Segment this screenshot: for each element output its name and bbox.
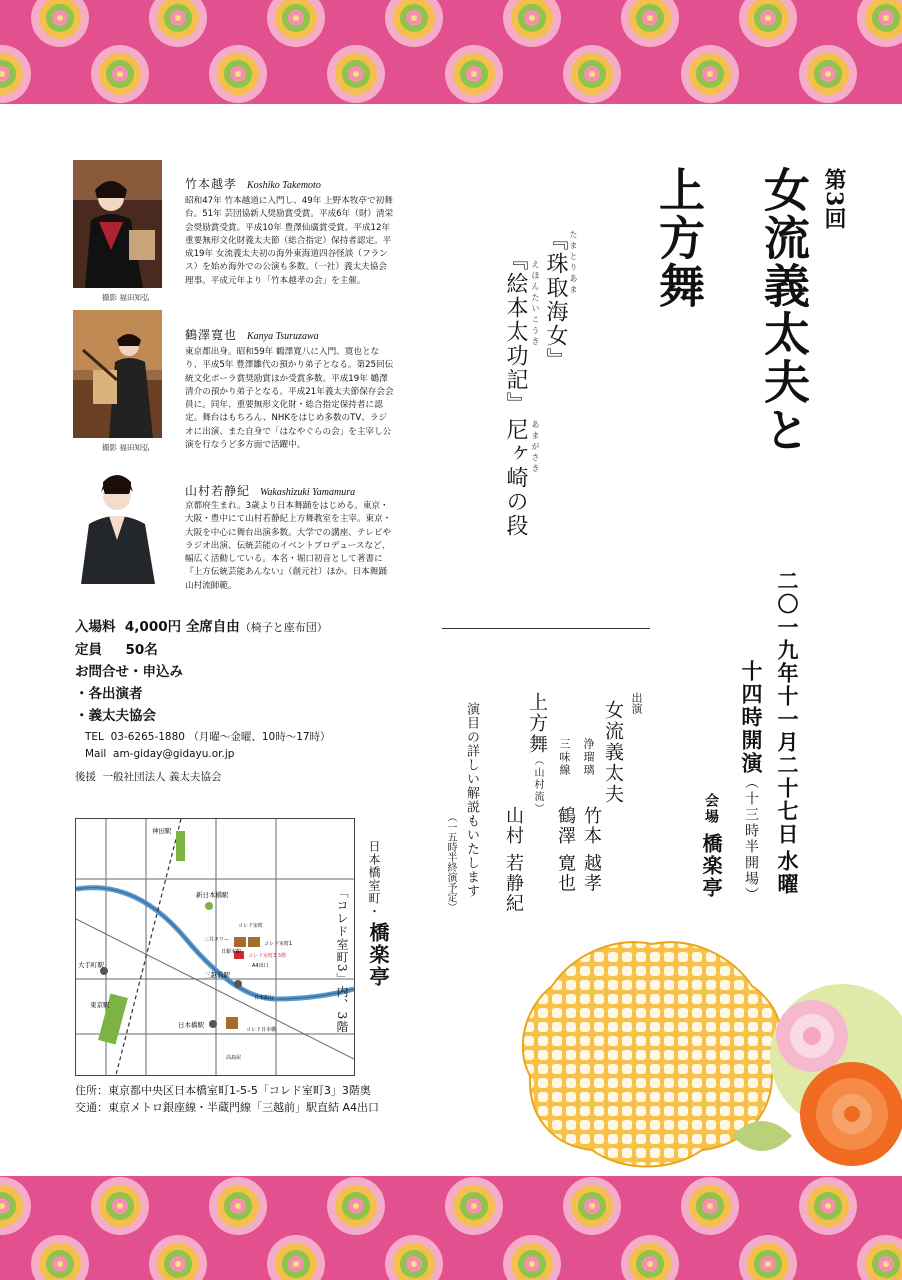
bottom-pattern-band (0, 1176, 902, 1280)
pink-chrysanthemum-icon (776, 1000, 848, 1072)
program2-ruby: えほんたいこうき (531, 260, 540, 348)
event-date-text: 二〇一九年十一月二十七日 (775, 570, 800, 846)
performer3-bio: 京都府生まれ。3歳より日本舞踊をはじめる。東京・大阪・豊中にて山村若静紀上方舞教室を主宰。東京・大阪を中心に舞台出演多数。大学での講座、テレビやラジオ出演、伝統芸能のイベントプロデュースなど、幅広く活動している。本名・堀口初音として著書に『上方伝統芸能あんない』（創元社）ほか。日本舞踊山村流師範。 (185, 501, 392, 591)
mail-row (75, 747, 331, 761)
cast-role1: 浄瑠璃 (582, 738, 595, 777)
contact-label: お問合せ・申込み (75, 664, 183, 680)
map-label-mitsui: 三井タワー (204, 937, 230, 943)
support-label: 後援 (75, 771, 96, 783)
mail-address[interactable]: am-giday@gidayu.or.jp (113, 748, 235, 760)
map-label-boj: 日本銀行 (254, 995, 275, 1001)
top-flower-pattern (0, 0, 902, 104)
address-line: 住所：東京都中央区日本橋室町1-5-5「コレド室町3」3階奥 (75, 1084, 371, 1097)
map-label-coredo-nihonbashi: コレド日本橋 (246, 1027, 277, 1033)
map-label-takashimaya: 高島屋 (226, 1055, 242, 1061)
map-graphic (76, 819, 354, 1075)
fee-value: 4,000円 (124, 619, 182, 635)
event-venue (697, 793, 726, 899)
program2-section: 尼ヶ崎の段 (503, 418, 528, 538)
performer3-name (185, 482, 355, 499)
fee-row (75, 616, 331, 639)
support-row (75, 767, 331, 787)
map-label-coredo: コレド室町 (238, 923, 264, 929)
cast-note: 演目の詳しい解説もいたします (464, 702, 479, 898)
map-side-venue: 橋楽亭 (366, 922, 390, 988)
capacity-value: 50名 (125, 642, 158, 658)
performer1-bio: 昭和47年 竹本越道に入門し、49年 上野本牧亭で初舞台。51年 芸団協新人奨励賞受賞。平成6年（財）清栄会奨励賞受賞。平成10年 豊澤仙廣賞受賞。平成12年 重要無形文化財義太夫節（総合指定）保持者認定。平成19年 女流義太夫初の海外東海道四谷怪談（フランス）を始め海外での公演も多数。（一社）義太夫協会理事。平成元年より「竹本越孝の会」を主催。 (185, 196, 394, 286)
flower-decoration (522, 936, 902, 1176)
tel-number[interactable]: 03-6265-1880 (110, 731, 185, 743)
event-date (772, 570, 802, 896)
ticket-info (75, 616, 331, 787)
map-label-tokyo: 東京駅 (90, 1001, 110, 1009)
performer2-name-jp: 鶴澤寛也 (185, 328, 238, 342)
seating-note: （椅子と座布団） (239, 621, 328, 634)
edition-label: 第3回 (821, 168, 847, 231)
cast-person2: 鶴澤 寛也 (555, 806, 576, 894)
map-label-mitsukoshimae: 三越前駅 (204, 971, 230, 979)
map-label-nichigin: 日銀本館 (221, 949, 242, 955)
tel-label: TEL (85, 731, 104, 743)
performer2-name-latin: Kanya Tsuruzawa (247, 331, 319, 342)
program1-ruby: たまとりあま (569, 230, 578, 296)
tel-hours: （月曜～金曜、10時～17時） (188, 731, 331, 743)
event-weekday: 水曜 (775, 850, 800, 896)
performer2-photo (73, 310, 162, 438)
title-line2: 上方舞 (652, 166, 706, 310)
cast-heading: 出演 (630, 692, 643, 714)
cast-group2 (524, 692, 551, 815)
contact-1: ・各出演者 (75, 686, 143, 702)
map-side-address2: 「コレド室町3」内、3階 (335, 886, 349, 1034)
capacity-label: 定員 (75, 642, 102, 658)
cast-person3: 山村 若静紀 (503, 806, 524, 914)
performer1-photo (73, 160, 162, 288)
title-line1: 女流義太夫と (757, 166, 811, 454)
map-label-otemachi: 大手町駅 (78, 961, 104, 969)
performer3-photo (73, 460, 162, 584)
performer1-credit: 撮影 福田知弘 (102, 293, 150, 302)
map-label-a4: A4出口 (252, 963, 269, 969)
performer3-name-jp: 山村若静紀 (185, 484, 251, 498)
performer2-name (185, 326, 319, 343)
venue-label: 会場 (703, 793, 719, 825)
map-label-coredo3: コレド室町3 3階 (248, 953, 286, 959)
performer1-name (185, 175, 321, 192)
top-pattern-band (0, 0, 902, 104)
bottom-flower-pattern (0, 1176, 902, 1280)
program1-title: 『珠取海女』 (543, 228, 568, 372)
performer2-bio: 東京都出身。昭和59年 鶴澤寛八に入門、寛也となり、平成5年 豊澤雛代の預かり弟子となる。第25回伝統文化ポーラ賞奨励賞ほか受賞多数。平成19年 鶴澤清介の預かり弟子となる。平成21年義太夫節保存会会員に。同年、重要無形文化財・総合指定保持者に認定。舞台はもちろん、NHKをはじめ多数のTV、ラジオに出演、また自身で「はなやぐらの会」を主宰し公演を行なうど多方面で活躍中。 (185, 347, 394, 451)
map-label-nihonbashi: 日本橋駅 (178, 1021, 204, 1029)
event-start: 十四時開演 (739, 660, 764, 775)
capacity-row (75, 639, 331, 661)
support-org: 一般社団法人 義太夫協会 (102, 771, 222, 783)
orange-chrysanthemum-icon (800, 1062, 902, 1166)
cast-end-time: （一五時半終演予定） (445, 812, 456, 912)
cast-role2: 三味線 (558, 738, 571, 777)
map-label-shin-nihonbashi: 新日本橋駅 (196, 891, 229, 899)
venue-name: 橋楽亭 (699, 833, 723, 899)
performer1-name-jp: 竹本越孝 (185, 177, 238, 191)
performer3-name-latin: Wakashizuki Yamamura (260, 487, 356, 498)
map-label-coredo1: コレド室町1 (264, 941, 293, 947)
divider-line (442, 628, 650, 629)
mail-label: Mail (85, 748, 107, 760)
fee-label: 入場料 (75, 619, 116, 635)
performer2-credit: 撮影 福田知弘 (102, 443, 150, 452)
program2-title: 『絵本太功記』 (503, 248, 528, 416)
contact-2: ・義太夫協会 (75, 708, 156, 724)
access-map (75, 818, 355, 1076)
seating: 全席自由 (185, 619, 240, 635)
performer1-name-latin: Koshiko Takemoto (247, 180, 321, 191)
cast-group2-name: 上方舞 (526, 692, 548, 755)
event-doors: （十三時半開場） (743, 775, 759, 903)
event-time (736, 660, 766, 903)
cast-person1: 竹本 越孝 (581, 806, 602, 894)
access-line: 交通：東京メトロ銀座線・半蔵門線「三越前」駅直結 A4出口 (75, 1101, 380, 1114)
tel-row (75, 727, 331, 747)
cast-group2-sub: （山村流） (532, 755, 543, 815)
program2-section-ruby: あまがさき (531, 420, 540, 475)
map-side-address1: 日本橋室町・ (367, 840, 381, 918)
map-label-kanda: 神田駅 (152, 827, 172, 835)
cast-group1: 女流義太夫 (602, 700, 624, 805)
